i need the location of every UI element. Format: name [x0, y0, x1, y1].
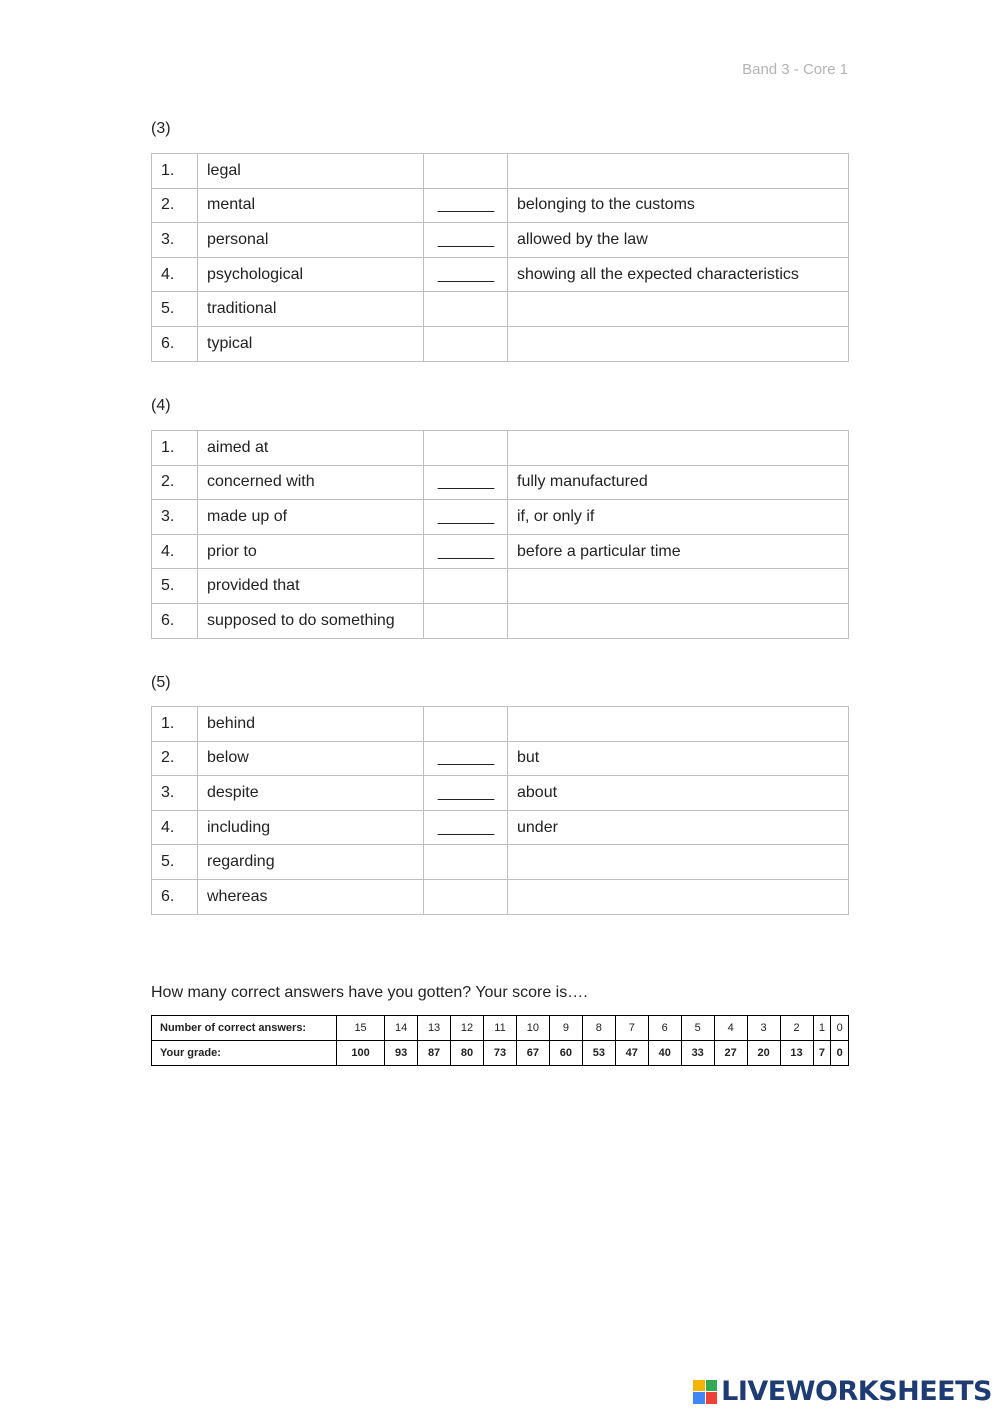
item-word: provided that: [198, 569, 424, 604]
item-number: 3.: [152, 500, 198, 535]
matching-table: [151, 706, 849, 915]
item-number: 4.: [152, 257, 198, 292]
answer-count-cell: 12: [451, 1016, 484, 1041]
logo-square: [693, 1380, 705, 1392]
answer-blank[interactable]: _______: [424, 223, 508, 258]
definition-text: [508, 603, 849, 638]
matching-table: [151, 430, 849, 639]
item-word: prior to: [198, 534, 424, 569]
page-header: Band 3 - Core 1: [742, 61, 848, 78]
item-word: including: [198, 810, 424, 845]
answer-blank[interactable]: _______: [424, 465, 508, 500]
grades-label: Your grade:: [152, 1041, 337, 1066]
definition-text: [508, 845, 849, 880]
item-number: 1.: [152, 707, 198, 742]
grades-row: [152, 1041, 849, 1066]
score-table: [151, 1015, 849, 1066]
grade-cell: 67: [516, 1041, 549, 1066]
definition-text: but: [508, 741, 849, 776]
grade-cell: 47: [615, 1041, 648, 1066]
table-row: [152, 326, 849, 361]
answer-blank: [424, 154, 508, 189]
answer-count-cell: 7: [615, 1016, 648, 1041]
table-row: [152, 257, 849, 292]
answer-blank[interactable]: _______: [424, 188, 508, 223]
item-word: concerned with: [198, 465, 424, 500]
definition-text: fully manufactured: [508, 465, 849, 500]
definition-text: [508, 707, 849, 742]
liveworksheets-brand[interactable]: [693, 1376, 992, 1407]
answer-blank: [424, 292, 508, 327]
answer-count-cell: 3: [747, 1016, 780, 1041]
table-row: [152, 810, 849, 845]
logo-square: [706, 1392, 718, 1404]
answers-row: [152, 1016, 849, 1041]
item-word: regarding: [198, 845, 424, 880]
definition-text: [508, 879, 849, 914]
answer-blank[interactable]: _______: [424, 500, 508, 535]
table-row: [152, 292, 849, 327]
item-number: 6.: [152, 879, 198, 914]
answer-count-cell: 11: [484, 1016, 517, 1041]
table-row: [152, 707, 849, 742]
item-number: 2.: [152, 188, 198, 223]
definition-text: [508, 326, 849, 361]
answer-blank[interactable]: _______: [424, 810, 508, 845]
answer-count-cell: 6: [648, 1016, 681, 1041]
grade-cell: 20: [747, 1041, 780, 1066]
answer-count-cell: 4: [714, 1016, 747, 1041]
grade-cell: 40: [648, 1041, 681, 1066]
item-word: aimed at: [198, 431, 424, 466]
definition-text: [508, 431, 849, 466]
table-row: [152, 154, 849, 189]
item-word: behind: [198, 707, 424, 742]
answer-count-cell: 13: [418, 1016, 451, 1041]
item-word: below: [198, 741, 424, 776]
score-question: How many correct answers have you gotten? Your score is….: [151, 984, 588, 1001]
item-number: 5.: [152, 292, 198, 327]
item-word: whereas: [198, 879, 424, 914]
item-number: 4.: [152, 534, 198, 569]
answer-blank[interactable]: _______: [424, 257, 508, 292]
grade-cell: 73: [484, 1041, 517, 1066]
definition-text: about: [508, 776, 849, 811]
grade-cell: 0: [831, 1041, 849, 1066]
definition-text: before a particular time: [508, 534, 849, 569]
table-row: [152, 879, 849, 914]
grade-cell: 27: [714, 1041, 747, 1066]
grade-cell: 87: [418, 1041, 451, 1066]
table-row: [152, 776, 849, 811]
answer-blank: [424, 707, 508, 742]
item-number: 6.: [152, 326, 198, 361]
item-number: 4.: [152, 810, 198, 845]
answer-blank: [424, 603, 508, 638]
item-number: 3.: [152, 223, 198, 258]
definition-text: showing all the expected characteristics: [508, 257, 849, 292]
table-row: [152, 188, 849, 223]
item-number: 1.: [152, 431, 198, 466]
definition-text: belonging to the customs: [508, 188, 849, 223]
answer-count-cell: 5: [681, 1016, 714, 1041]
definition-text: [508, 154, 849, 189]
brand-text: LIVEWORKSHEETS: [721, 1376, 992, 1407]
answer-count-cell: 1: [813, 1016, 831, 1041]
item-word: typical: [198, 326, 424, 361]
item-word: mental: [198, 188, 424, 223]
definition-text: under: [508, 810, 849, 845]
item-number: 2.: [152, 465, 198, 500]
definition-text: if, or only if: [508, 500, 849, 535]
item-number: 5.: [152, 569, 198, 604]
grade-cell: 53: [582, 1041, 615, 1066]
answer-blank[interactable]: _______: [424, 741, 508, 776]
answers-label: Number of correct answers:: [152, 1016, 337, 1041]
item-number: 5.: [152, 845, 198, 880]
section-label: (4): [151, 397, 171, 414]
answer-blank: [424, 431, 508, 466]
answer-blank: [424, 569, 508, 604]
item-word: despite: [198, 776, 424, 811]
grade-cell: 80: [451, 1041, 484, 1066]
grade-cell: 100: [337, 1041, 385, 1066]
answer-count-cell: 9: [549, 1016, 582, 1041]
answer-count-cell: 8: [582, 1016, 615, 1041]
table-row: [152, 223, 849, 258]
grade-cell: 93: [385, 1041, 418, 1066]
answer-blank[interactable]: _______: [424, 776, 508, 811]
grade-cell: 60: [549, 1041, 582, 1066]
answer-blank: [424, 326, 508, 361]
item-number: 6.: [152, 603, 198, 638]
item-number: 2.: [152, 741, 198, 776]
logo-square: [693, 1392, 705, 1404]
answer-count-cell: 0: [831, 1016, 849, 1041]
table-row: [152, 431, 849, 466]
liveworksheets-logo-icon: [693, 1380, 717, 1404]
answer-count-cell: 10: [516, 1016, 549, 1041]
answer-blank: [424, 845, 508, 880]
table-row: [152, 465, 849, 500]
item-word: traditional: [198, 292, 424, 327]
section-label: (3): [151, 120, 171, 137]
grade-cell: 7: [813, 1041, 831, 1066]
table-row: [152, 845, 849, 880]
item-word: made up of: [198, 500, 424, 535]
table-row: [152, 500, 849, 535]
answer-count-cell: 14: [385, 1016, 418, 1041]
answer-count-cell: 2: [780, 1016, 813, 1041]
answer-blank[interactable]: _______: [424, 534, 508, 569]
definition-text: allowed by the law: [508, 223, 849, 258]
item-number: 3.: [152, 776, 198, 811]
table-row: [152, 741, 849, 776]
section-label: (5): [151, 674, 171, 691]
item-word: personal: [198, 223, 424, 258]
definition-text: [508, 292, 849, 327]
answer-count-cell: 15: [337, 1016, 385, 1041]
matching-table: [151, 153, 849, 362]
definition-text: [508, 569, 849, 604]
table-row: [152, 569, 849, 604]
table-row: [152, 603, 849, 638]
item-word: supposed to do something: [198, 603, 424, 638]
logo-square: [706, 1380, 718, 1392]
answer-blank: [424, 879, 508, 914]
item-number: 1.: [152, 154, 198, 189]
grade-cell: 13: [780, 1041, 813, 1066]
grade-cell: 33: [681, 1041, 714, 1066]
item-word: legal: [198, 154, 424, 189]
table-row: [152, 534, 849, 569]
item-word: psychological: [198, 257, 424, 292]
